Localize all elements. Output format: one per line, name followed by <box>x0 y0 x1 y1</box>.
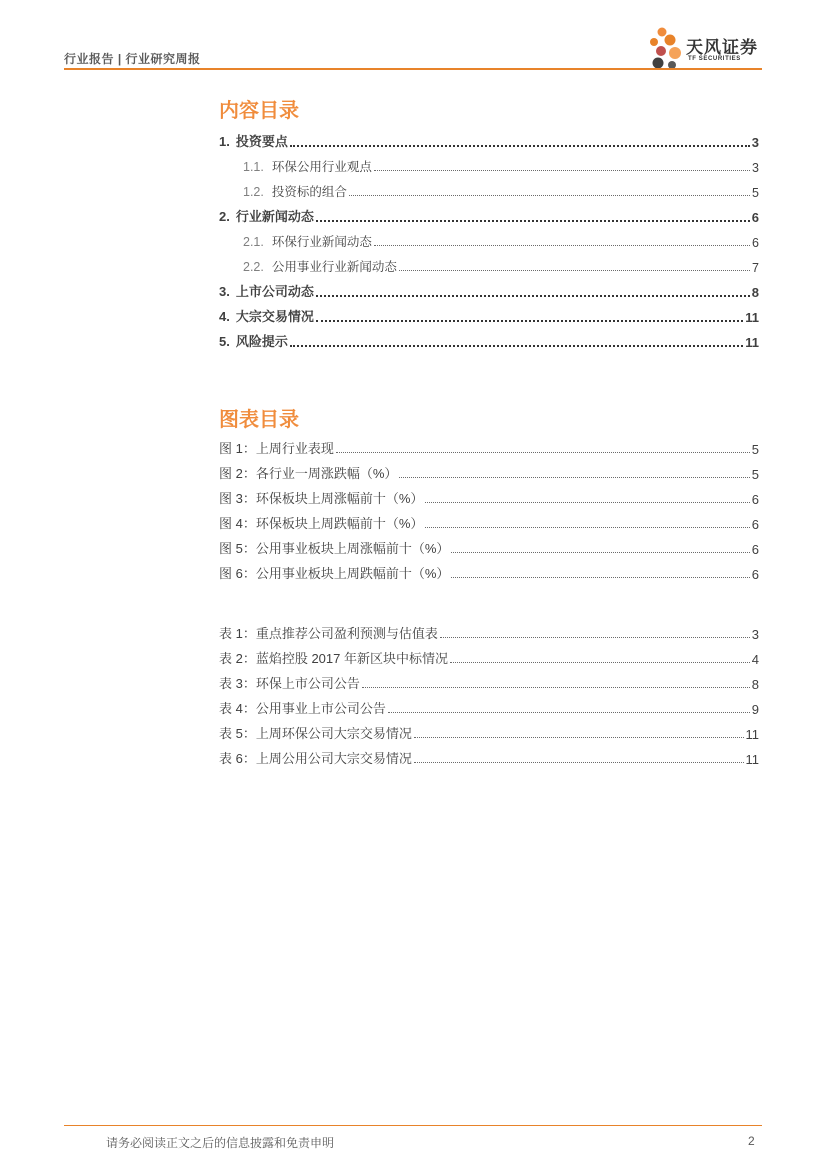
dot-leader <box>388 712 750 713</box>
brand-subtitle: TF SECURITIES <box>688 56 741 62</box>
toc-entry-title: 风险提示 <box>235 334 288 349</box>
footer-disclaimer: 请务必阅读正文之后的信息披露和免责申明 <box>106 1136 335 1150</box>
toc-entry-number: 1.2. <box>243 185 264 199</box>
dot-leader <box>425 527 749 528</box>
dot-leader <box>450 662 750 663</box>
toc-entry[interactable] <box>219 200 759 225</box>
toc-entry-title: 环保行业新闻动态 <box>271 235 372 249</box>
toc-entry-title: 环保公用行业观点 <box>271 160 372 174</box>
dot-leader <box>316 220 750 222</box>
toc-entry-label <box>243 257 397 275</box>
dot-leader <box>290 345 743 347</box>
toc-entry-label <box>219 331 288 350</box>
contents-title: 内容目录 <box>219 100 299 122</box>
toc-entry-number: 1.1. <box>243 160 264 174</box>
toc-entry[interactable] <box>219 175 759 200</box>
dot-leader <box>374 170 750 171</box>
toc-entry-number: 2. <box>219 209 230 224</box>
table-entry-label: 表 2：蓝焰控股 2017 年新区块中标情况 <box>219 651 448 666</box>
toc-entry[interactable] <box>219 125 759 150</box>
toc-entry[interactable] <box>219 300 759 325</box>
figure-entry-label: 图 4：环保板块上周跌幅前十（%） <box>219 516 424 531</box>
figure-entry-page: 5 <box>751 442 759 457</box>
toc-entry-label <box>243 232 372 250</box>
brand-flower-icon <box>648 26 688 70</box>
table-entry-label: 表 3：环保上市公司公告 <box>219 676 360 691</box>
toc-entry-label <box>219 131 288 150</box>
table-entry-label: 表 4：公用事业上市公司公告 <box>219 701 386 716</box>
dot-leader <box>290 145 750 147</box>
toc-entry-page: 5 <box>752 186 759 200</box>
toc-entry-page: 6 <box>751 210 759 225</box>
toc-entry-number: 2.1. <box>243 235 264 249</box>
figure-entry[interactable] <box>219 532 759 557</box>
toc-entry-title: 上市公司动态 <box>235 284 314 299</box>
dot-leader <box>316 295 750 297</box>
figure-entry[interactable] <box>219 507 759 532</box>
figures-list <box>219 432 759 582</box>
table-entry-page: 8 <box>751 677 759 692</box>
toc-entry-label <box>219 281 314 300</box>
table-entry[interactable] <box>219 717 759 742</box>
toc-entry-page: 6 <box>752 236 759 250</box>
table-entry-label: 表 1：重点推荐公司盈利预测与估值表 <box>219 626 438 641</box>
figure-entry-page: 6 <box>751 542 759 557</box>
dot-leader <box>399 477 749 478</box>
figure-entry-label: 图 1：上周行业表现 <box>219 441 334 456</box>
report-type-label: 行业报告 | 行业研究周报 <box>64 52 201 66</box>
toc-entry[interactable] <box>219 325 759 350</box>
dot-leader <box>374 245 750 246</box>
table-entry-page: 4 <box>751 652 759 667</box>
figure-entry-label: 图 6：公用事业板块上周跌幅前十（%） <box>219 566 450 581</box>
footer-divider <box>64 1125 762 1126</box>
toc-entry-title: 大宗交易情况 <box>235 309 314 324</box>
dot-leader <box>316 320 743 322</box>
toc-entry-title: 投资标的组合 <box>271 185 347 199</box>
toc-entry-page: 11 <box>745 335 759 350</box>
figures-title: 图表目录 <box>219 409 299 431</box>
toc-entry-page: 8 <box>751 285 759 300</box>
dot-leader <box>349 195 750 196</box>
toc-entry[interactable] <box>219 225 759 250</box>
toc-entry-title: 投资要点 <box>235 134 288 149</box>
toc-entry-label <box>243 157 372 175</box>
dot-leader <box>414 737 744 738</box>
toc-entry-number: 4. <box>219 309 230 324</box>
figure-entry[interactable] <box>219 457 759 482</box>
figure-entry[interactable] <box>219 557 759 582</box>
toc-entry[interactable] <box>219 275 759 300</box>
figure-entry-label: 图 2：各行业一周涨跌幅（%） <box>219 466 398 481</box>
table-entry[interactable] <box>219 642 759 667</box>
figure-entry-label: 图 3：环保板块上周涨幅前十（%） <box>219 491 424 506</box>
brand-name: 天风证券 <box>686 38 758 57</box>
toc-entry-label <box>219 306 314 325</box>
table-entry[interactable] <box>219 742 759 767</box>
toc-entry-title: 行业新闻动态 <box>235 209 314 224</box>
toc-entry-label <box>219 206 314 225</box>
dot-leader <box>451 552 749 553</box>
dot-leader <box>451 577 749 578</box>
toc-entry-page: 7 <box>752 261 759 275</box>
dot-leader <box>440 637 750 638</box>
toc-entry-page: 3 <box>752 161 759 175</box>
contents-list <box>219 125 759 350</box>
table-entry[interactable] <box>219 692 759 717</box>
table-entry-label: 表 5：上周环保公司大宗交易情况 <box>219 726 412 741</box>
toc-entry-label <box>243 182 347 200</box>
toc-entry-number: 5. <box>219 334 230 349</box>
dot-leader <box>362 687 750 688</box>
figure-entry-label: 图 5：公用事业板块上周涨幅前十（%） <box>219 541 450 556</box>
page-number: 2 <box>748 1134 755 1148</box>
table-entry[interactable] <box>219 617 759 642</box>
toc-entry-number: 2.2. <box>243 260 264 274</box>
dot-leader <box>399 270 750 271</box>
table-entry-label: 表 6：上周公用公司大宗交易情况 <box>219 751 412 766</box>
figure-entry[interactable] <box>219 482 759 507</box>
brand-logo <box>648 26 764 70</box>
figure-entry-page: 6 <box>751 517 759 532</box>
toc-entry[interactable] <box>219 150 759 175</box>
dot-leader <box>336 452 750 453</box>
figure-entry-page: 6 <box>751 567 759 582</box>
dot-leader <box>425 502 749 503</box>
tables-list <box>219 617 759 767</box>
header-divider <box>64 68 762 70</box>
figure-entry-page: 5 <box>751 467 759 482</box>
dot-leader <box>414 762 744 763</box>
table-entry-page: 9 <box>751 702 759 717</box>
toc-entry-title: 公用事业行业新闻动态 <box>271 260 397 274</box>
figure-entry-page: 6 <box>751 492 759 507</box>
table-entry-page: 3 <box>751 627 759 642</box>
table-entry-page: 11 <box>745 752 759 767</box>
table-entry-page: 11 <box>745 727 759 742</box>
toc-entry-number: 1. <box>219 134 230 149</box>
toc-entry-number: 3. <box>219 284 230 299</box>
toc-entry-page: 11 <box>745 310 759 325</box>
toc-entry-page: 3 <box>751 135 759 150</box>
figure-entry[interactable] <box>219 432 759 457</box>
table-entry[interactable] <box>219 667 759 692</box>
toc-entry[interactable] <box>219 250 759 275</box>
